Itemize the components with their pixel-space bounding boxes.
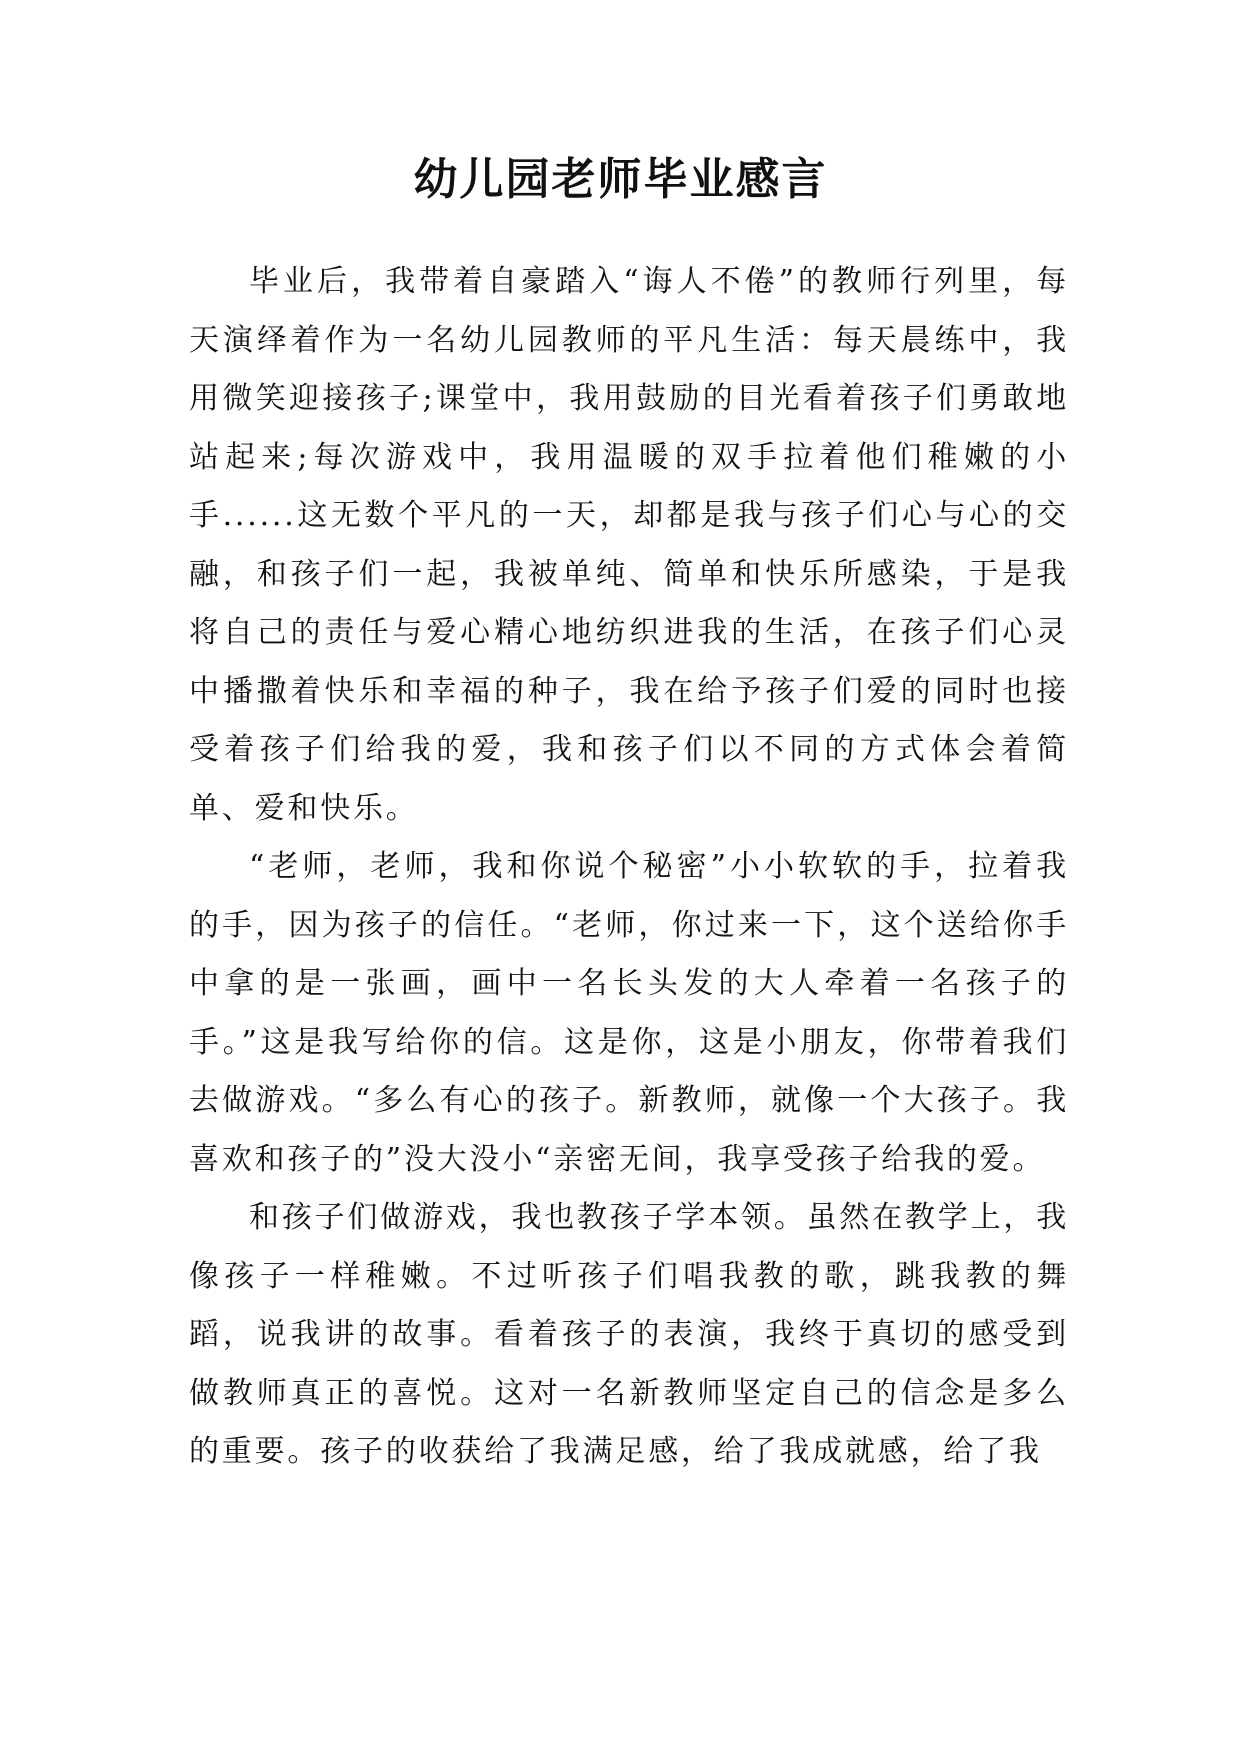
paragraph-1: 毕业后，我带着自豪踏入“诲人不倦”的教师行列里，每天演绎着作为一名幼儿园教师的平凡生活：每天晨练中，我用微笑迎接孩子;课堂中，我用鼓励的目光看着孩子们勇敢地站起来;每次游戏中，我用温暖的双手拉着他们稚嫩的小手......这无数个平凡的一天，却都是我与孩子们心与心的交融，和孩子们一起，我被单纯、简单和快乐所感染，于是我将自己的责任与爱心精心地纺织进我的生活，在孩子们心灵中播撒着快乐和幸福的种子，我在给予孩子们爱的同时也接受着孩子们给我的爱，我和孩子们以不同的方式体会着简单、爱和快乐。 <box>189 264 1069 826</box>
paragraph-3: 和孩子们做游戏，我也教孩子学本领。虽然在教学上，我像孩子一样稚嫩。不过听孩子们唱我教的歌，跳我教的舞蹈，说我讲的故事。看着孩子的表演，我终于真切的感受到做教师真正的喜悦。这对一名新教师坚定自己的信念是多么的重要。孩子的收获给了我满足感，给了我成就感，给了我 <box>189 1200 1069 1469</box>
document-body <box>189 253 1069 1482</box>
document-title: 幼儿园老师毕业感言 <box>413 154 828 205</box>
paragraph-2: “老师，老师，我和你说个秘密”小小软软的手，拉着我的手，因为孩子的信任。“老师，你过来一下，这个送给你手中拿的是一张画，画中一名长头发的大人牵着一名孩子的手。”这是我写给你的信。这是你，这是小朋友，你带着我们去做游戏。“多么有心的孩子。新教师，就像一个大孩子。我喜欢和孩子的”没大没小“亲密无间，我享受孩子给我的爱。 <box>189 849 1069 1177</box>
